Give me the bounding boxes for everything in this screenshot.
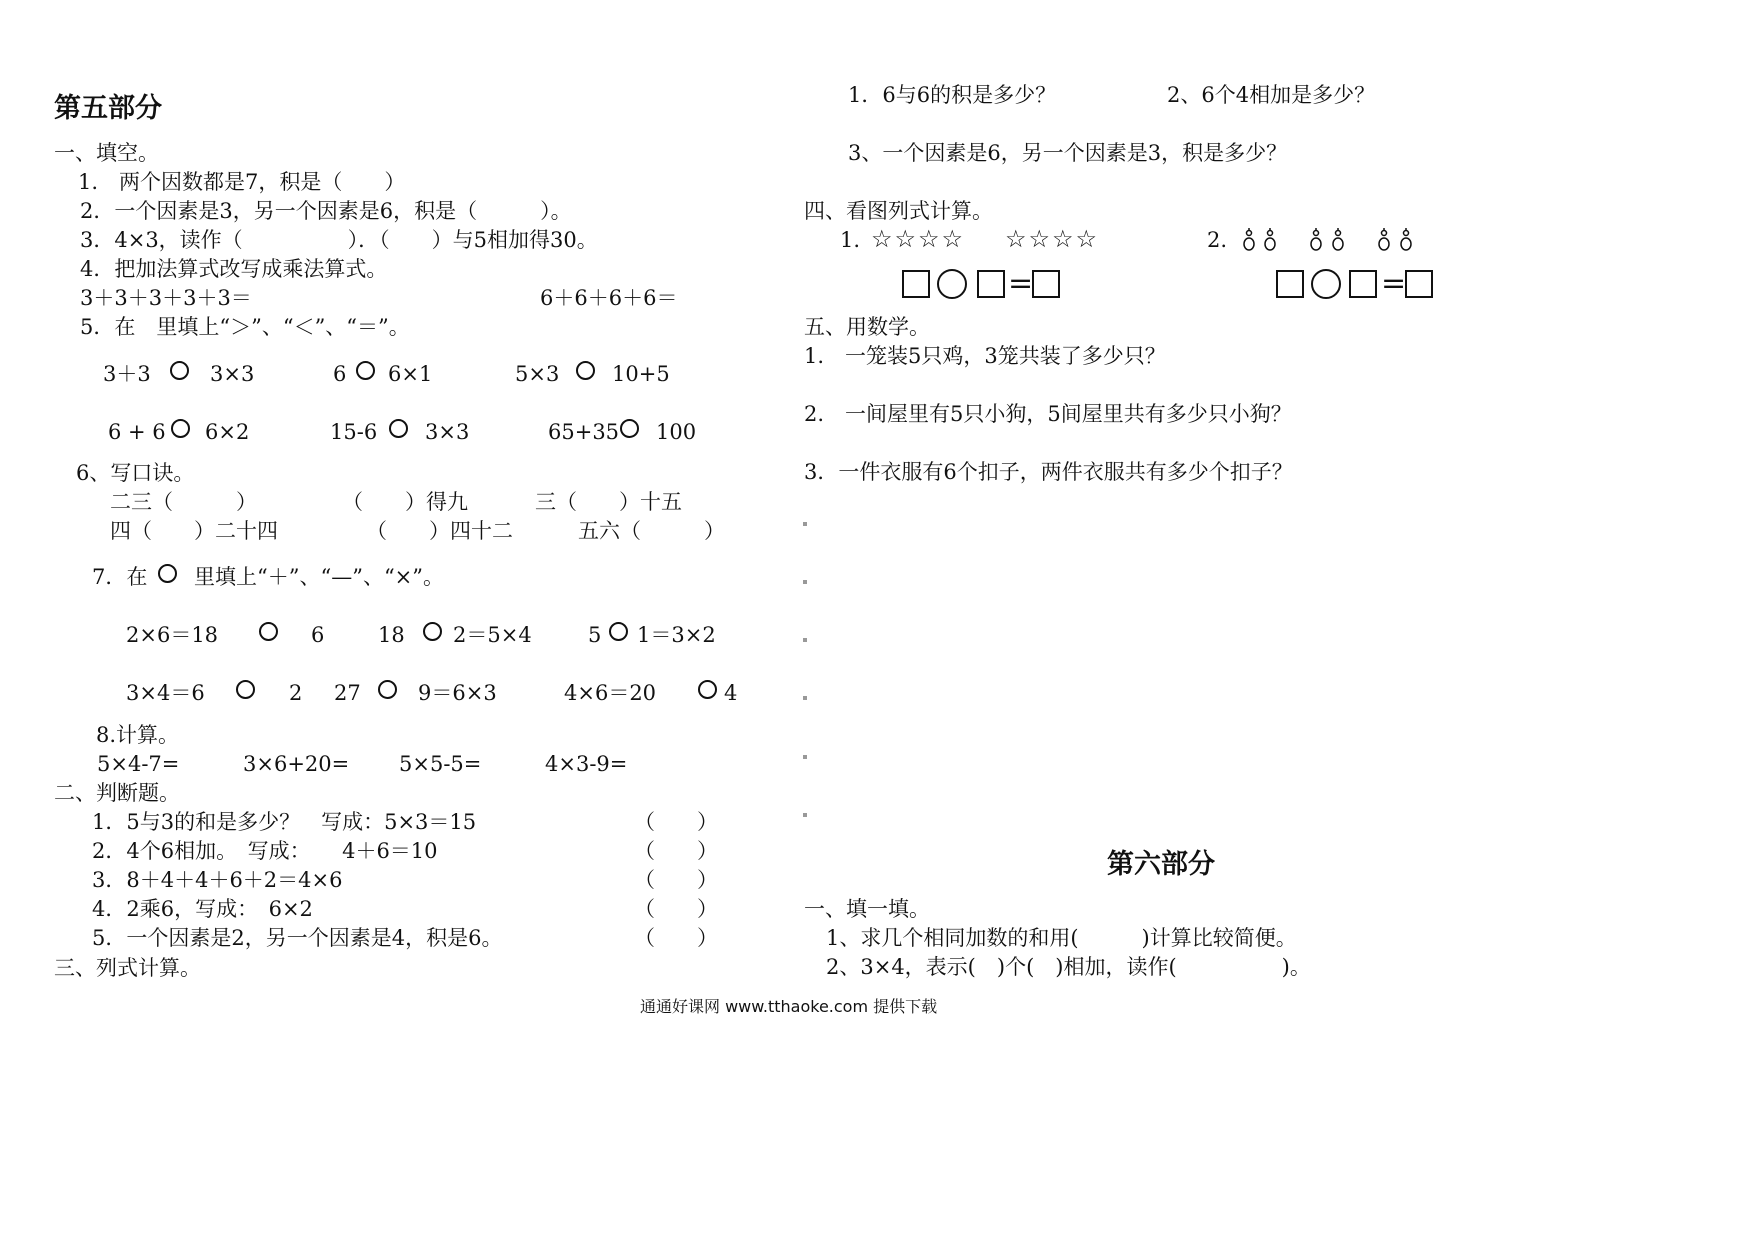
op-expr: 1＝3×2 bbox=[637, 623, 716, 647]
fill-q4: 4．把加法算式改写成乘法算式。 bbox=[80, 257, 388, 281]
koujue-item: 五六（ ） bbox=[578, 519, 725, 543]
judge-paren[interactable]: （ ） bbox=[634, 926, 718, 950]
op-expr: 5 bbox=[588, 623, 602, 647]
koujue-item: （ ）得九 bbox=[342, 490, 468, 514]
gourd-icon bbox=[1399, 228, 1413, 252]
gourd-icon bbox=[1263, 228, 1277, 252]
sec5-heading: 五、用数学。 bbox=[804, 315, 930, 339]
fill-q7-prefix: 7．在 bbox=[92, 565, 148, 589]
op-expr: 18 bbox=[378, 623, 405, 647]
fill-q3: 3．4×3，读作（ ）．（ ）与5相加得30。 bbox=[80, 228, 598, 252]
calc-q1: 1．6与6的积是多少？ bbox=[848, 83, 1057, 107]
cmp-expr: 100 bbox=[656, 420, 697, 444]
operator-circle[interactable] bbox=[1311, 269, 1341, 299]
fill-q4b: 6＋6＋6＋6＝ bbox=[540, 286, 678, 310]
op-expr: 3×4＝6 bbox=[126, 681, 205, 705]
compare-circle[interactable] bbox=[576, 361, 595, 380]
answer-box[interactable] bbox=[1405, 270, 1433, 298]
word-problem: 1. 一笼装5只鸡，3笼共装了多少只？ bbox=[804, 344, 1166, 368]
op-expr: 2×6＝18 bbox=[126, 623, 219, 647]
fill-blank-item: 1、求几个相同加数的和用( )计算比较简便。 bbox=[826, 926, 1297, 950]
koujue-item: 三（ ）十五 bbox=[535, 490, 682, 514]
judge-paren[interactable]: （ ） bbox=[634, 868, 718, 892]
operator-circle[interactable] bbox=[378, 680, 397, 699]
equals-sign: = bbox=[1008, 266, 1034, 301]
cmp-expr: 6×2 bbox=[205, 420, 250, 444]
judge-paren[interactable]: （ ） bbox=[634, 897, 718, 921]
cmp-expr: 5×3 bbox=[515, 362, 560, 386]
divider-dot bbox=[803, 580, 807, 584]
cmp-expr: 6 bbox=[333, 362, 347, 386]
fill-blank-item: 2、3×4，表示( )个( )相加，读作( )。 bbox=[826, 955, 1311, 979]
compare-circle[interactable] bbox=[620, 419, 639, 438]
judge-item: 4．2乘6，写成： 6×2 bbox=[92, 897, 313, 921]
gourd-icon bbox=[1331, 228, 1345, 252]
compare-circle[interactable] bbox=[356, 361, 375, 380]
judge-item: 1．5与3的和是多少？ 写成：5×3＝15 bbox=[92, 810, 477, 834]
part5-title: 第五部分 bbox=[54, 93, 162, 124]
operator-circle[interactable] bbox=[423, 622, 442, 641]
pic-num: 1. bbox=[840, 228, 861, 252]
op-expr: 4×6＝20 bbox=[564, 681, 657, 705]
operator-circle[interactable] bbox=[698, 680, 717, 699]
cmp-expr: 6 + 6 bbox=[108, 420, 166, 444]
compare-circle[interactable] bbox=[170, 361, 189, 380]
calc-item: 3×6+20= bbox=[243, 752, 350, 776]
footer-source: 通通好课网 www.tthaoke.com 提供下载 bbox=[640, 997, 938, 1016]
sample-circle bbox=[158, 564, 177, 583]
divider-dot bbox=[803, 522, 807, 526]
op-expr: 27 bbox=[334, 681, 361, 705]
sec6-heading: 一、填一填。 bbox=[804, 897, 930, 921]
star-group: ☆☆☆☆ bbox=[1005, 225, 1100, 253]
koujue-item: 二三（ ） bbox=[110, 490, 257, 514]
answer-box[interactable] bbox=[977, 270, 1005, 298]
sec1-heading: 一、填空。 bbox=[54, 141, 159, 165]
gourd-icon bbox=[1377, 228, 1391, 252]
judge-item: 5．一个因素是2，另一个因素是4，积是6。 bbox=[92, 926, 503, 950]
op-expr: 6 bbox=[311, 623, 325, 647]
operator-circle[interactable] bbox=[236, 680, 255, 699]
fill-q2: 2．一个因素是3，另一个因素是6，积是（ ）。 bbox=[80, 199, 572, 223]
divider-dot bbox=[803, 696, 807, 700]
cmp-expr: 15-6 bbox=[330, 420, 378, 444]
calc-q2: 2、6个4相加是多少？ bbox=[1167, 83, 1376, 107]
compare-circle[interactable] bbox=[171, 419, 190, 438]
judge-paren[interactable]: （ ） bbox=[634, 839, 718, 863]
cmp-expr: 6×1 bbox=[388, 362, 433, 386]
cmp-expr: 3＋3 bbox=[103, 362, 151, 386]
sec3-heading: 三、列式计算。 bbox=[54, 956, 201, 980]
divider-dot bbox=[803, 813, 807, 817]
operator-circle[interactable] bbox=[937, 269, 967, 299]
judge-item: 3．8＋4＋4＋6＋2＝4×6 bbox=[92, 868, 343, 892]
divider-dot bbox=[803, 755, 807, 759]
calc-q3: 3、一个因素是6，另一个因素是3，积是多少？ bbox=[848, 141, 1288, 165]
judge-paren[interactable]: （ ） bbox=[634, 810, 718, 834]
fill-q5: 5．在 里填上“＞”、“＜”、“＝”。 bbox=[80, 315, 410, 339]
calc-item: 4×3-9= bbox=[545, 752, 628, 776]
operator-circle[interactable] bbox=[259, 622, 278, 641]
fill-q1: 1. 两个因数都是7，积是（ ） bbox=[78, 170, 406, 194]
pic-num: 2. bbox=[1207, 228, 1228, 252]
fill-q4a: 3＋3＋3＋3＋3＝ bbox=[80, 286, 252, 310]
op-expr: 9＝6×3 bbox=[418, 681, 497, 705]
judge-item: 2．4个6相加。 写成： 4＋6＝10 bbox=[92, 839, 438, 863]
op-expr: 4 bbox=[724, 681, 738, 705]
star-group: ☆☆☆☆ bbox=[871, 225, 966, 253]
answer-box[interactable] bbox=[1032, 270, 1060, 298]
calc-item: 5×5-5= bbox=[399, 752, 482, 776]
gourd-icon bbox=[1309, 228, 1323, 252]
gourd-icon bbox=[1242, 228, 1256, 252]
cmp-expr: 10+5 bbox=[612, 362, 670, 386]
word-problem: 3．一件衣服有6个扣子，两件衣服共有多少个扣子？ bbox=[804, 460, 1293, 484]
compare-circle[interactable] bbox=[389, 419, 408, 438]
koujue-item: （ ）四十二 bbox=[366, 519, 513, 543]
divider-dot bbox=[803, 638, 807, 642]
cmp-expr: 3×3 bbox=[210, 362, 255, 386]
koujue-item: 四（ ）二十四 bbox=[110, 519, 278, 543]
fill-q6: 6、写口诀。 bbox=[76, 461, 195, 485]
equals-sign: = bbox=[1381, 266, 1407, 301]
op-expr: 2 bbox=[289, 681, 303, 705]
sec4-heading: 四、看图列式计算。 bbox=[804, 199, 993, 223]
answer-box[interactable] bbox=[1349, 270, 1377, 298]
part6-title: 第六部分 bbox=[1107, 849, 1215, 880]
fill-q8: 8.计算。 bbox=[96, 723, 180, 747]
cmp-expr: 3×3 bbox=[425, 420, 470, 444]
op-expr: 2＝5×4 bbox=[453, 623, 532, 647]
answer-box[interactable] bbox=[902, 270, 930, 298]
word-problem: 2. 一间屋里有5只小狗，5间屋里共有多少只小狗？ bbox=[804, 402, 1292, 426]
fill-q7-suffix: 里填上“＋”、“—”、“×”。 bbox=[194, 565, 445, 589]
calc-item: 5×4-7= bbox=[97, 752, 180, 776]
cmp-expr: 65+35 bbox=[548, 420, 620, 444]
operator-circle[interactable] bbox=[609, 622, 628, 641]
answer-box[interactable] bbox=[1276, 270, 1304, 298]
sec2-heading: 二、判断题。 bbox=[54, 781, 180, 805]
